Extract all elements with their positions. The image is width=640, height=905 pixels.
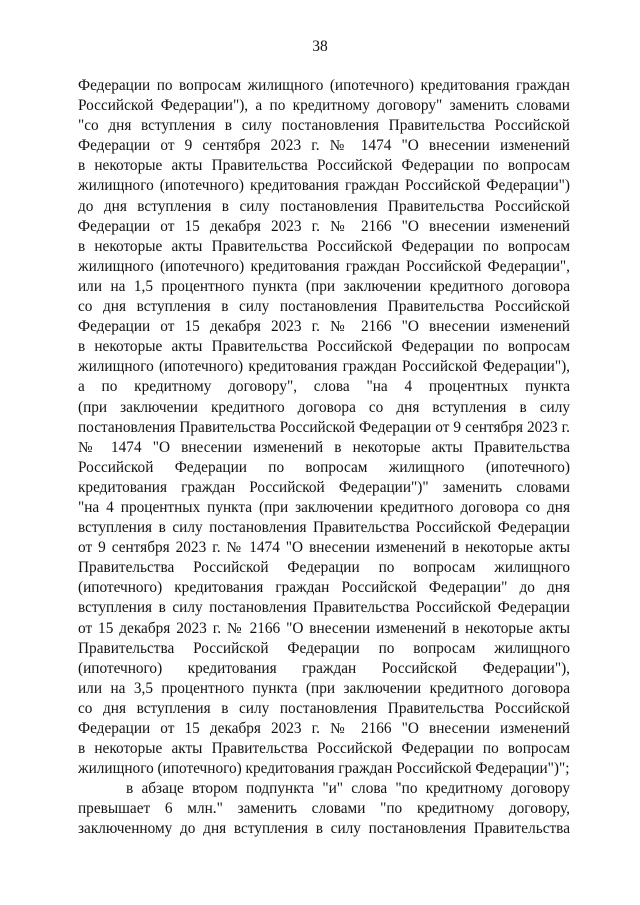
text-line: Правительства Российской Федерации по вопросам жилищного <box>78 559 570 577</box>
text-line: в некоторые акты Правительства Российской Федерации по вопросам <box>78 740 570 758</box>
text-line: Российской Федерации"), а по кредитному договору" заменить словами <box>78 97 570 115</box>
text-line: жилищного (ипотечного) кредитования граждан Российской Федерации"), <box>78 358 570 376</box>
page-number: 38 <box>312 38 328 55</box>
text-line: в абзаце втором подпункта "и" слова "по кредитному договору <box>126 780 570 798</box>
text-line: вступления в силу постановления Правительства Российской Федерации <box>78 599 570 617</box>
text-line: Правительства Российской Федерации по вопросам жилищного <box>78 639 570 657</box>
text-line: в некоторые акты Правительства Российской Федерации по вопросам <box>78 237 570 255</box>
text-line: жилищного (ипотечного) кредитования граждан Российской Федерации") <box>78 177 570 195</box>
text-line: от 15 декабря 2023 г. № 2166 "О внесении изменений в некоторые акты <box>78 619 570 637</box>
text-line: (при заключении кредитного договора со дня вступления в силу <box>78 398 570 416</box>
text-line: (ипотечного) кредитования граждан Российской Федерации" до дня <box>78 579 570 597</box>
text-line: со дня вступления в силу постановления Правительства Российской <box>78 298 570 316</box>
text-line: жилищного (ипотечного) кредитования граждан Российской Федерации")"; <box>78 760 570 778</box>
text-line: № 1474 "О внесении изменений в некоторые акты Правительства <box>78 438 570 456</box>
text-line: постановления Правительства Российской Федерации от 9 сентября 2023 г. <box>78 418 570 436</box>
text-line: в некоторые акты Правительства Российской Федерации по вопросам <box>78 157 570 175</box>
text-line: кредитования граждан Российской Федерации")" заменить словами <box>78 478 570 496</box>
text-line: или на 3,5 процентного пункта (при заключении кредитного договора <box>78 679 570 697</box>
text-line: вступления в силу постановления Правительства Российской Федерации <box>78 519 570 537</box>
text-line: (ипотечного) кредитования граждан Российской Федерации"), <box>78 659 570 677</box>
text-line: Федерации от 15 декабря 2023 г. № 2166 "О внесении изменений <box>78 217 570 235</box>
text-line: в некоторые акты Правительства Российской Федерации по вопросам <box>78 338 570 356</box>
text-line: со дня вступления в силу постановления Правительства Российской <box>78 699 570 717</box>
text-line: Российской Федерации по вопросам жилищного (ипотечного) <box>78 458 570 476</box>
text-line: превышает 6 млн." заменить словами "по кредитному договору, <box>78 800 570 818</box>
text-line: или на 1,5 процентного пункта (при заключении кредитного договора <box>78 277 570 295</box>
text-line: от 9 сентября 2023 г. № 1474 "О внесении изменений в некоторые акты <box>78 539 570 557</box>
text-line: жилищного (ипотечного) кредитования граждан Российской Федерации", <box>78 257 570 275</box>
text-line: Федерации от 15 декабря 2023 г. № 2166 "О внесении изменений <box>78 318 570 336</box>
text-line: Федерации от 15 декабря 2023 г. № 2166 "О внесении изменений <box>78 720 570 737</box>
text-line: Федерации от 9 сентября 2023 г. № 1474 "О внесении изменений <box>78 137 570 155</box>
text-line: а по кредитному договору", слова "на 4 процентных пункта <box>78 378 570 396</box>
text-line: заключенному до дня вступления в силу постановления Правительства <box>78 820 570 838</box>
text-line: до дня вступления в силу постановления Правительства Российской <box>78 197 570 215</box>
text-line: "со дня вступления в силу постановления Правительства Российской <box>78 117 570 135</box>
text-line: Федерации по вопросам жилищного (ипотечного) кредитования граждан <box>78 77 570 94</box>
text-line: "на 4 процентных пункта (при заключении кредитного договора со дня <box>78 498 570 516</box>
document-body <box>78 76 570 840</box>
